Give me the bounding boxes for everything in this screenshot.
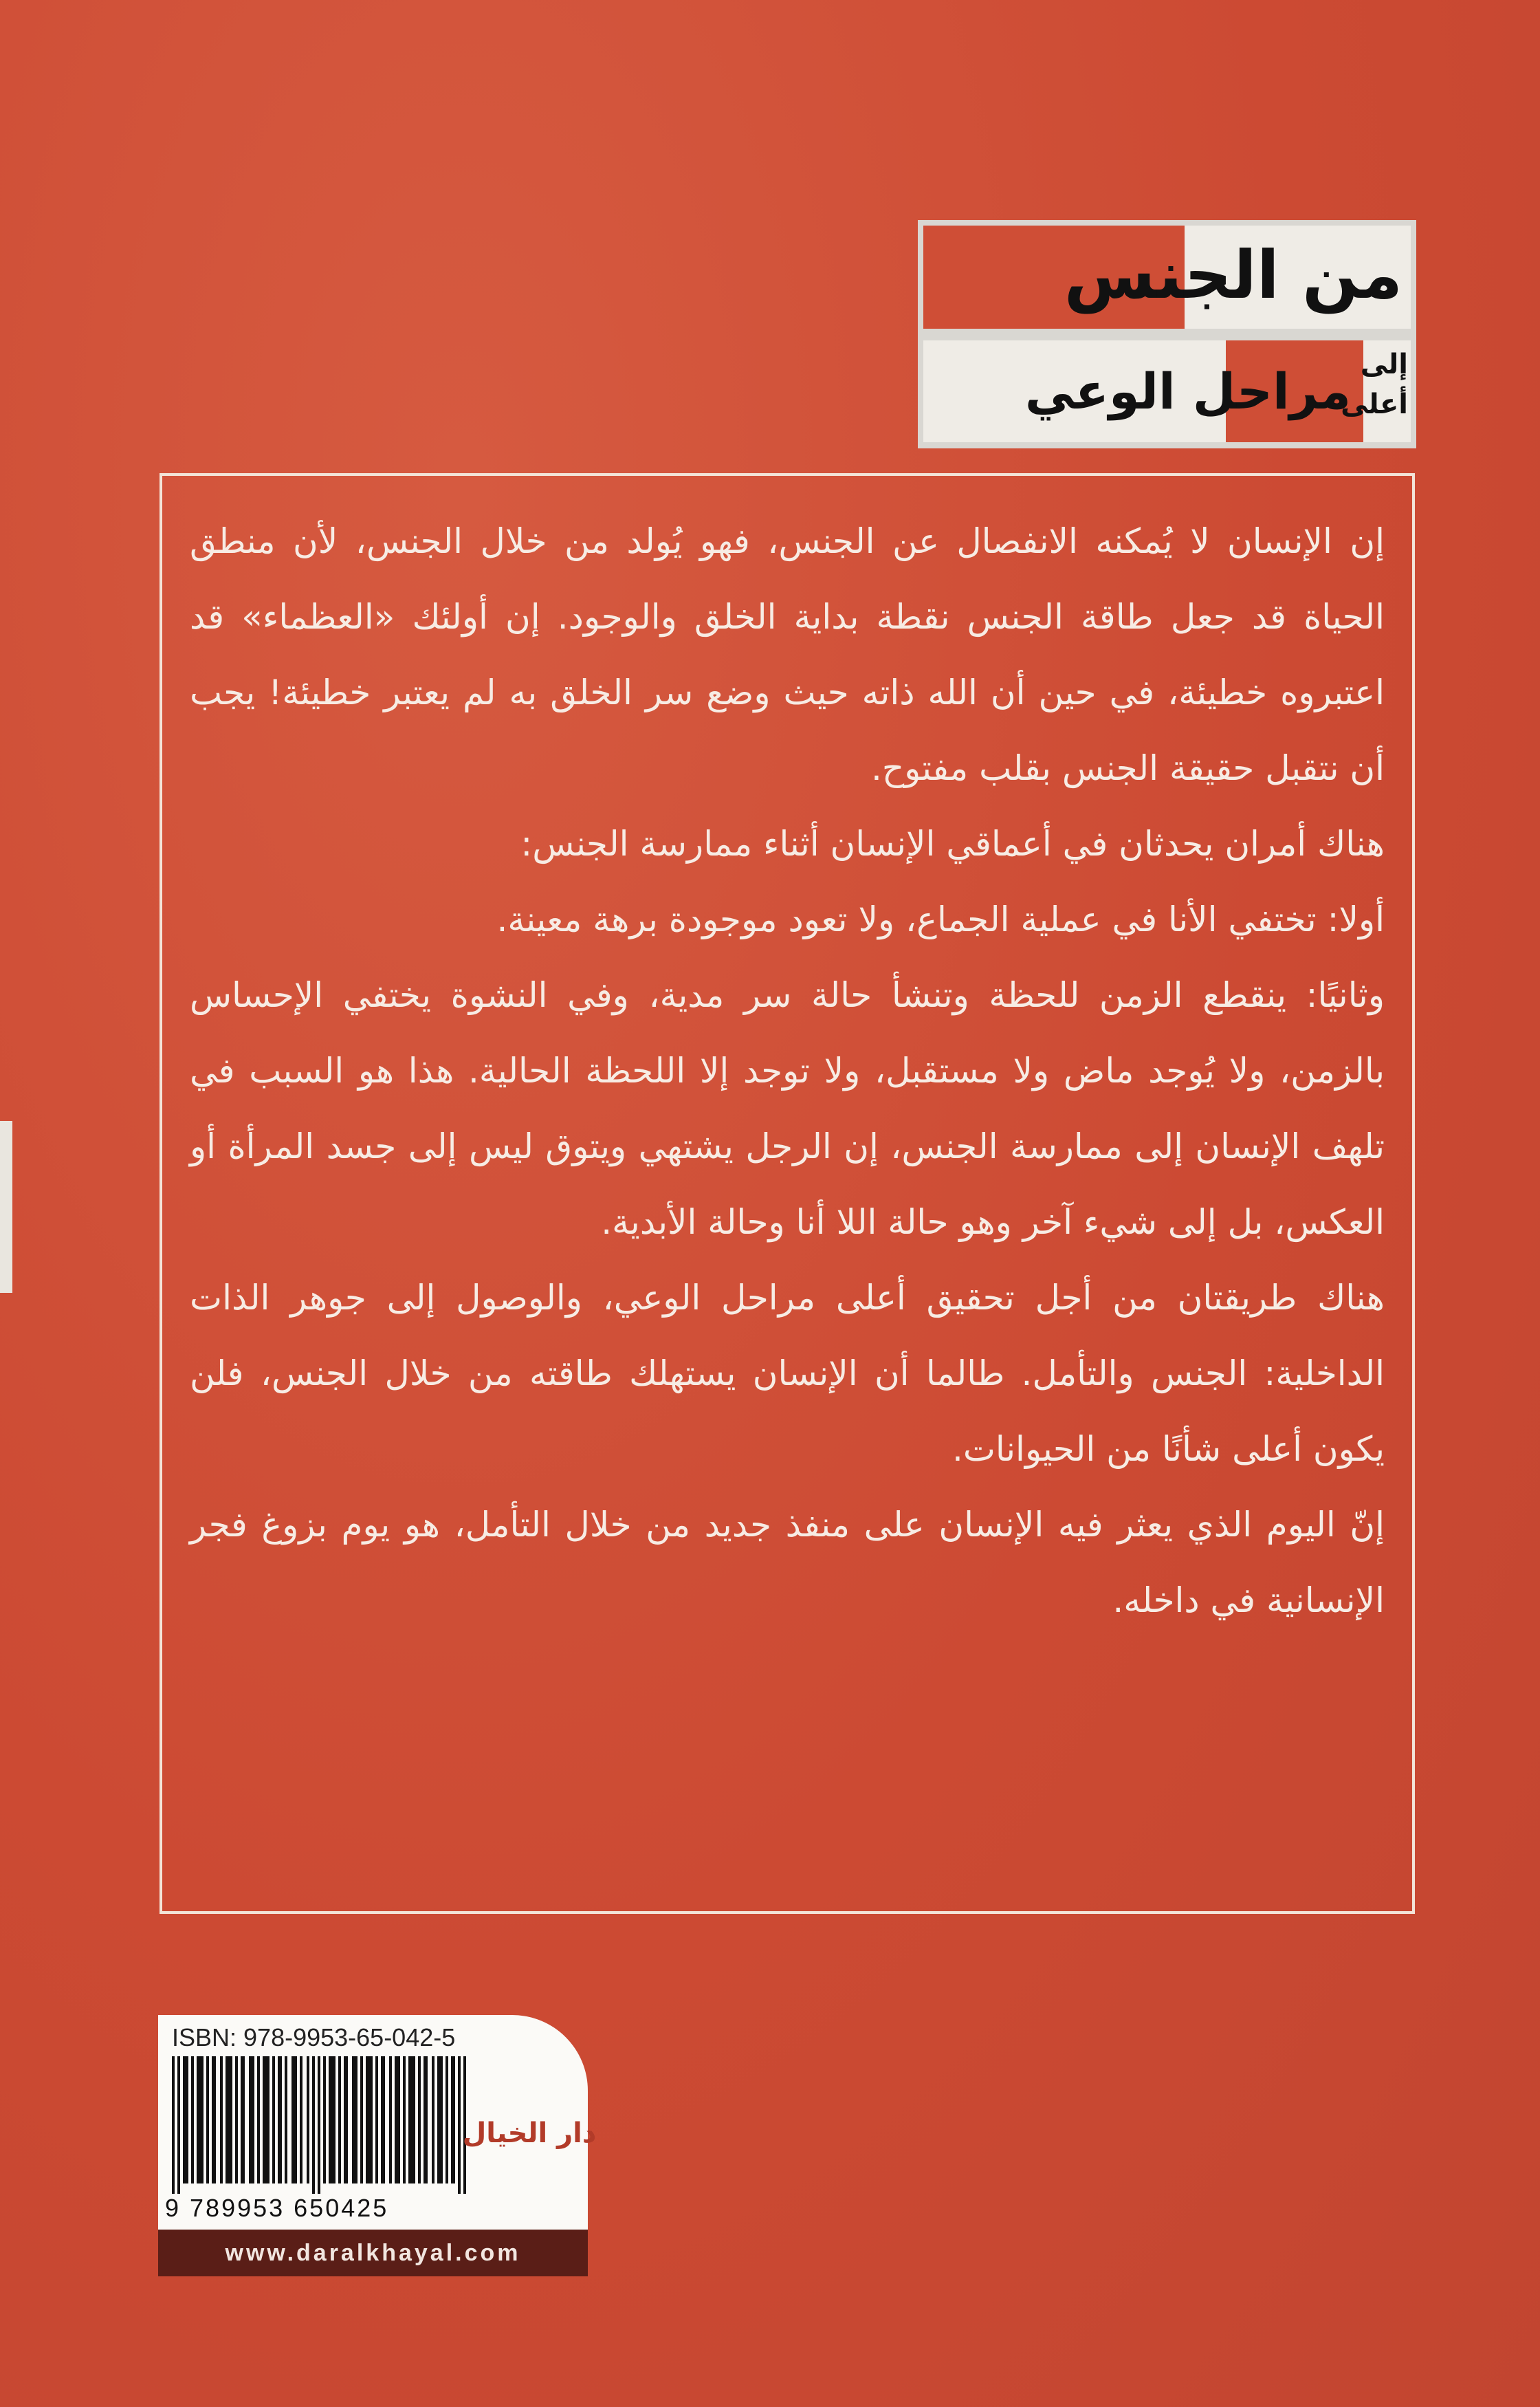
blurb-paragraph: أولا: تختفي الأنا في عملية الجماع، ولا تعود موجودة برهة معينة.	[496, 900, 1385, 939]
title-row-main	[918, 220, 1416, 334]
publisher-logo-icon	[462, 2094, 597, 2170]
isbn-text: ISBN: 978-9953-65-042-5	[172, 2023, 456, 2051]
title-small-top: إلى	[1360, 349, 1408, 380]
title-block	[918, 220, 1416, 448]
publisher-url: www.daralkhayal.com	[225, 2240, 521, 2266]
barcode-digits: 9 789953 650425	[165, 2194, 389, 2222]
book-title: من الجنس	[1064, 237, 1402, 314]
blurb-paragraph: وثانيًا: ينقطع الزمن للحظة وتنشأ حالة سر مدية، وفي النشوة يختفي الإحساس بالزمن، ولا يُوجد ماض ولا مستقبل، ولا توجد إلا اللحظة الحالية. هذا هو السبب في تلهف الإنسان إلى ممارسة الجنس، إن الرجل يشتهي ويتوق ليس إلى جسد المرأة أو العكس، بل إلى شيء آخر وهو حالة اللا أنا وحالة الأبدية.	[190, 975, 1385, 1242]
page-edge-strip	[0, 1121, 12, 1293]
blurb-paragraph: إن الإنسان لا يُمكنه الانفصال عن الجنس، فهو يُولد من خلال الجنس، لأن منطق الحياة قد جعل طاقة الجنس نقطة بداية الخلق والوجود. إن أولئك «العظماء» قد اعتبروه خطيئة، في حين أن الله ذاته حيث وضع سر الخلق به لم يعتبر خطيئة! يجب أن نتقبل حقيقة الجنس بقلب مفتوح.	[190, 521, 1385, 788]
publisher-url-bar	[158, 2230, 588, 2276]
title-small-bottom: أعلى	[1341, 389, 1408, 420]
blurb-text	[190, 503, 1385, 1638]
book-subtitle: مراحل الوعي	[1024, 362, 1351, 420]
blurb-paragraph: هناك طريقتان من أجل تحقيق أعلى مراحل الوعي، والوصول إلى جوهر الذات الداخلية: الجنس والتأمل. طالما أن الإنسان يستهلك طاقته من خلال الجنس، فلن يكون أعلى شأنًا من الحيوانات.	[190, 1278, 1385, 1469]
barcode-icon	[172, 2056, 474, 2194]
barcode-block	[158, 2015, 597, 2230]
blurb-box	[160, 473, 1415, 1914]
title-row-sub	[918, 334, 1416, 448]
blurb-paragraph: هناك أمران يحدثان في أعماقي الإنسان أثناء ممارسة الجنس:	[520, 824, 1385, 864]
blurb-paragraph: إنّ اليوم الذي يعثر فيه الإنسان على منفذ جديد من خلال التأمل، هو يوم بزوغ فجر الإنسانية في داخله.	[190, 1505, 1385, 1620]
publisher-logo-text: دار الخيال	[462, 2117, 597, 2149]
